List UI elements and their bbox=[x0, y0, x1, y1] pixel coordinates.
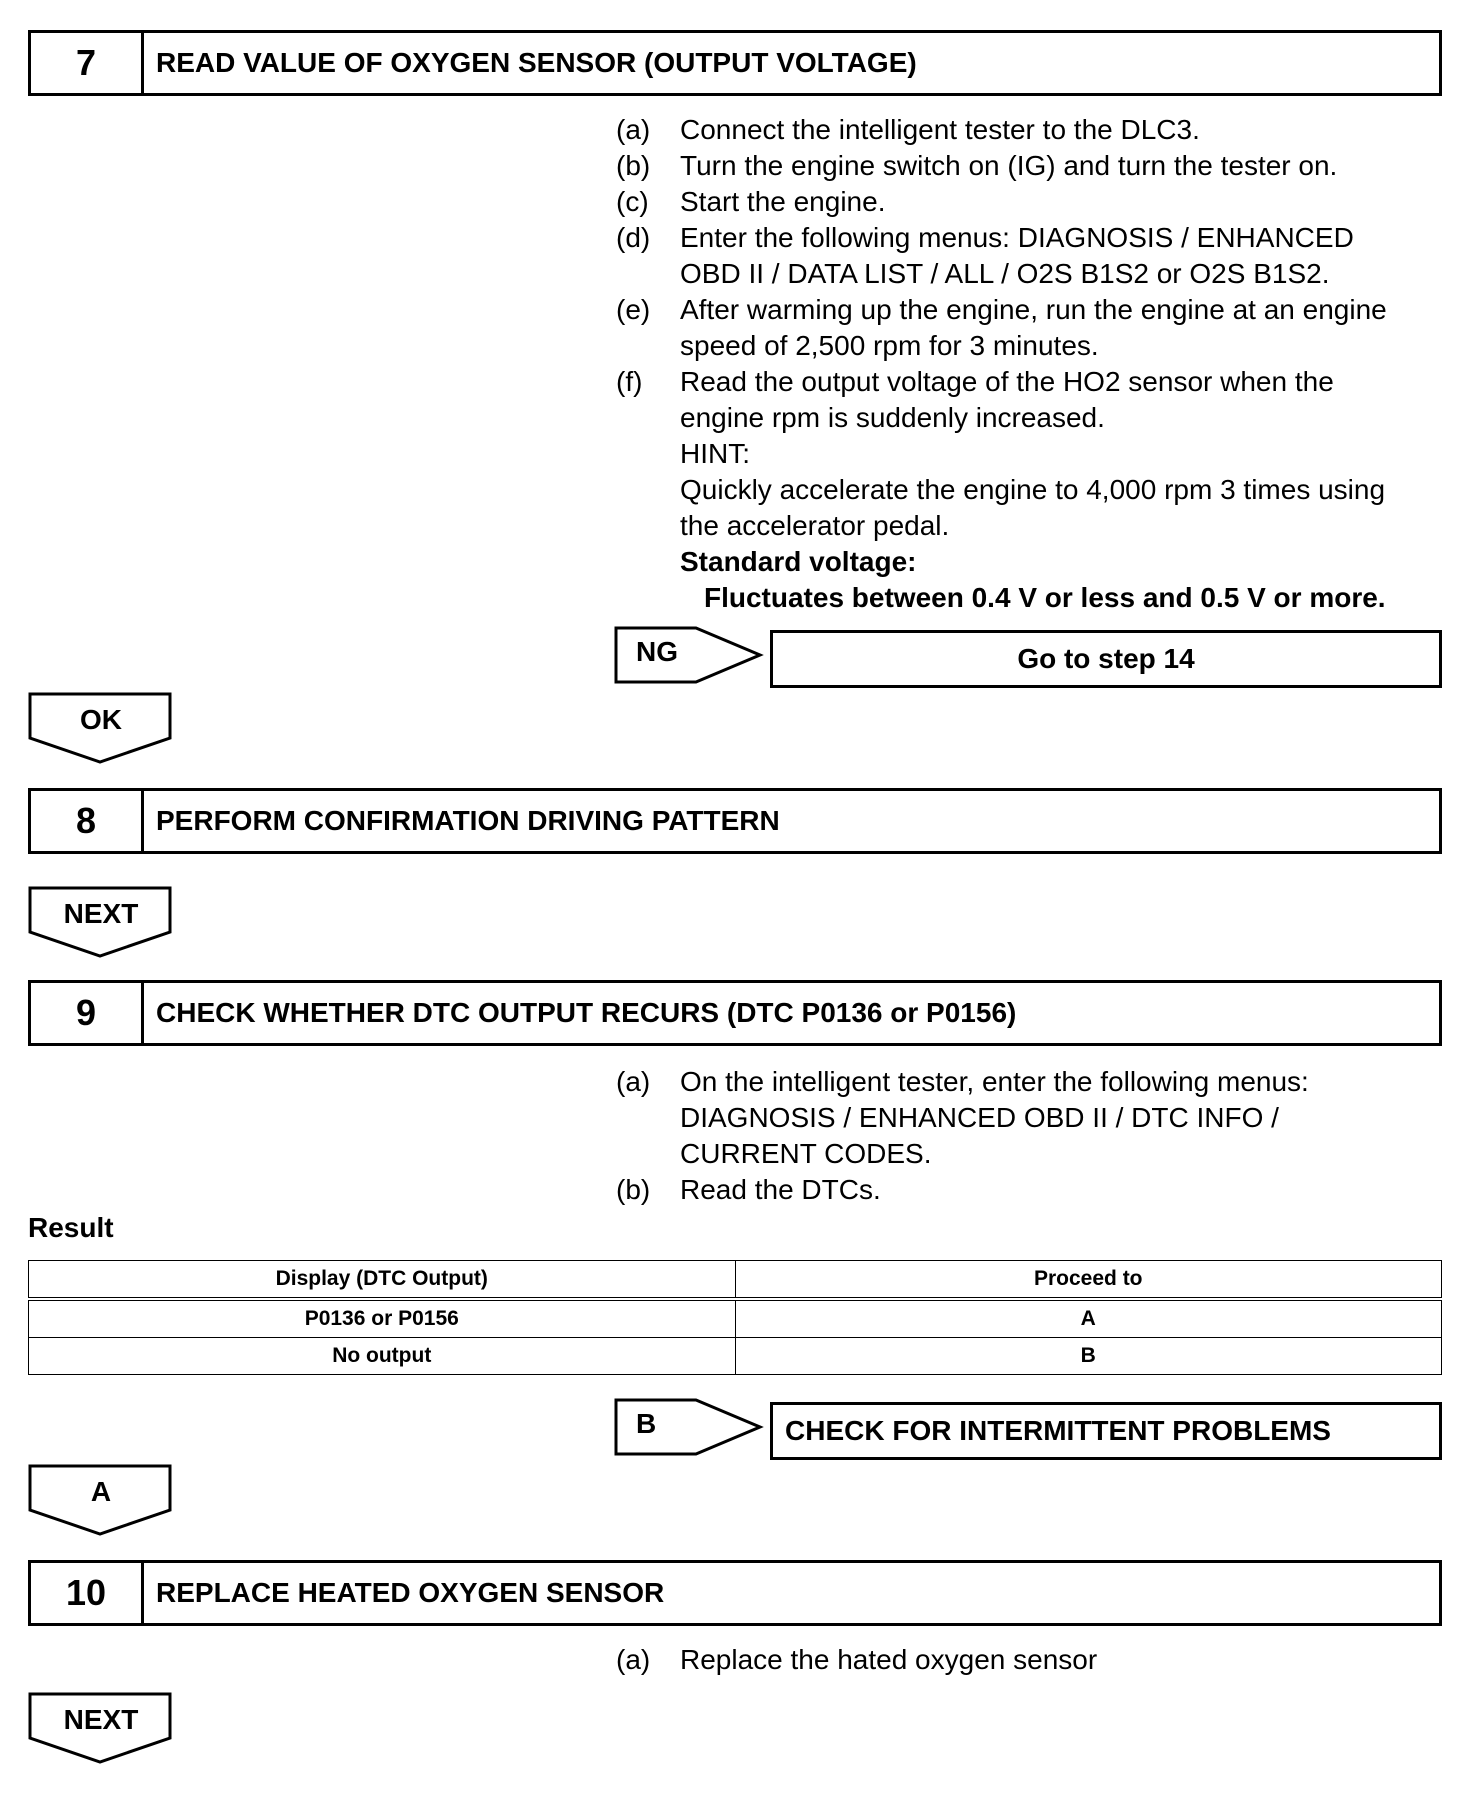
next-label: NEXT bbox=[63, 1704, 139, 1735]
step-number: 9 bbox=[31, 983, 144, 1043]
standard-value: Fluctuates between 0.4 V or less and 0.5 V or more. bbox=[704, 582, 1386, 613]
list-item: (c) Start the engine. bbox=[616, 186, 886, 217]
step-8-header bbox=[28, 788, 1442, 854]
a-label: A bbox=[90, 1476, 112, 1507]
table-row bbox=[29, 1299, 1442, 1338]
table-row bbox=[29, 1338, 1442, 1375]
step-number: 10 bbox=[31, 1563, 144, 1623]
table-cell: No output bbox=[29, 1338, 736, 1375]
step-7-instructions bbox=[616, 112, 1446, 616]
step-10-header bbox=[28, 1560, 1442, 1626]
list-item: (b) Turn the engine switch on (IG) and turn the tester on. bbox=[616, 150, 1338, 181]
check-intermittent-problems-link[interactable]: CHECK FOR INTERMITTENT PROBLEMS bbox=[770, 1402, 1442, 1460]
list-item: (f) Read the output voltage of the HO2 sensor when the engine rpm is suddenly increased. HINT: Quickly accelerate the engine to 4,000 rpm 3 times using the accelerator pedal. Standard voltage: Fluctuates between 0.4 V or less and 0.5 V or more. bbox=[616, 366, 1386, 613]
result-table bbox=[28, 1260, 1442, 1375]
step-number: 8 bbox=[31, 791, 144, 851]
table-header-row bbox=[29, 1261, 1442, 1300]
table-cell: P0136 or P0156 bbox=[29, 1299, 736, 1338]
ok-label: OK bbox=[80, 704, 122, 735]
next-label: NEXT bbox=[63, 898, 139, 929]
step-10-instructions bbox=[616, 1642, 1446, 1678]
table-cell: B bbox=[735, 1338, 1442, 1375]
hint-label: HINT: bbox=[680, 438, 750, 469]
step-title: READ VALUE OF OXYGEN SENSOR (OUTPUT VOLTAGE) bbox=[156, 47, 917, 78]
hint-text: Quickly accelerate the engine to 4,000 rpm 3 times using bbox=[680, 474, 1386, 505]
result-heading: Result bbox=[28, 1212, 114, 1243]
step-title: PERFORM CONFIRMATION DRIVING PATTERN bbox=[156, 805, 780, 836]
column-header: Proceed to bbox=[735, 1261, 1442, 1300]
column-header: Display (DTC Output) bbox=[29, 1261, 736, 1300]
list-item: (e) After warming up the engine, run the engine at an engine speed of 2,500 rpm for 3 minutes. bbox=[616, 294, 1387, 361]
list-item: (b) Read the DTCs. bbox=[616, 1174, 881, 1205]
list-item: (d) Enter the following menus: DIAGNOSIS / ENHANCED OBD II / DATA LIST / ALL / O2S B1S2 or O2S B1S2. bbox=[616, 222, 1354, 289]
step-7-header bbox=[28, 30, 1442, 96]
go-to-step-14-link[interactable]: Go to step 14 bbox=[770, 630, 1442, 688]
list-item: (a) Replace the hated oxygen sensor bbox=[616, 1644, 1098, 1675]
ng-label: NG bbox=[636, 636, 678, 667]
step-title: REPLACE HEATED OXYGEN SENSOR bbox=[156, 1577, 665, 1608]
table-cell: A bbox=[735, 1299, 1442, 1338]
b-label: B bbox=[636, 1408, 657, 1439]
standard-label: Standard voltage: bbox=[680, 546, 917, 577]
list-item: (a) On the intelligent tester, enter the following menus: DIAGNOSIS / ENHANCED OBD II / DTC INFO / CURRENT CODES. bbox=[616, 1066, 1309, 1169]
step-9-header bbox=[28, 980, 1442, 1046]
step-number: 7 bbox=[31, 33, 144, 93]
step-title: CHECK WHETHER DTC OUTPUT RECURS (DTC P0136 or P0156) bbox=[156, 997, 1017, 1028]
list-item: (a) Connect the intelligent tester to the DLC3. bbox=[616, 114, 1200, 145]
step-9-instructions bbox=[616, 1064, 1446, 1208]
